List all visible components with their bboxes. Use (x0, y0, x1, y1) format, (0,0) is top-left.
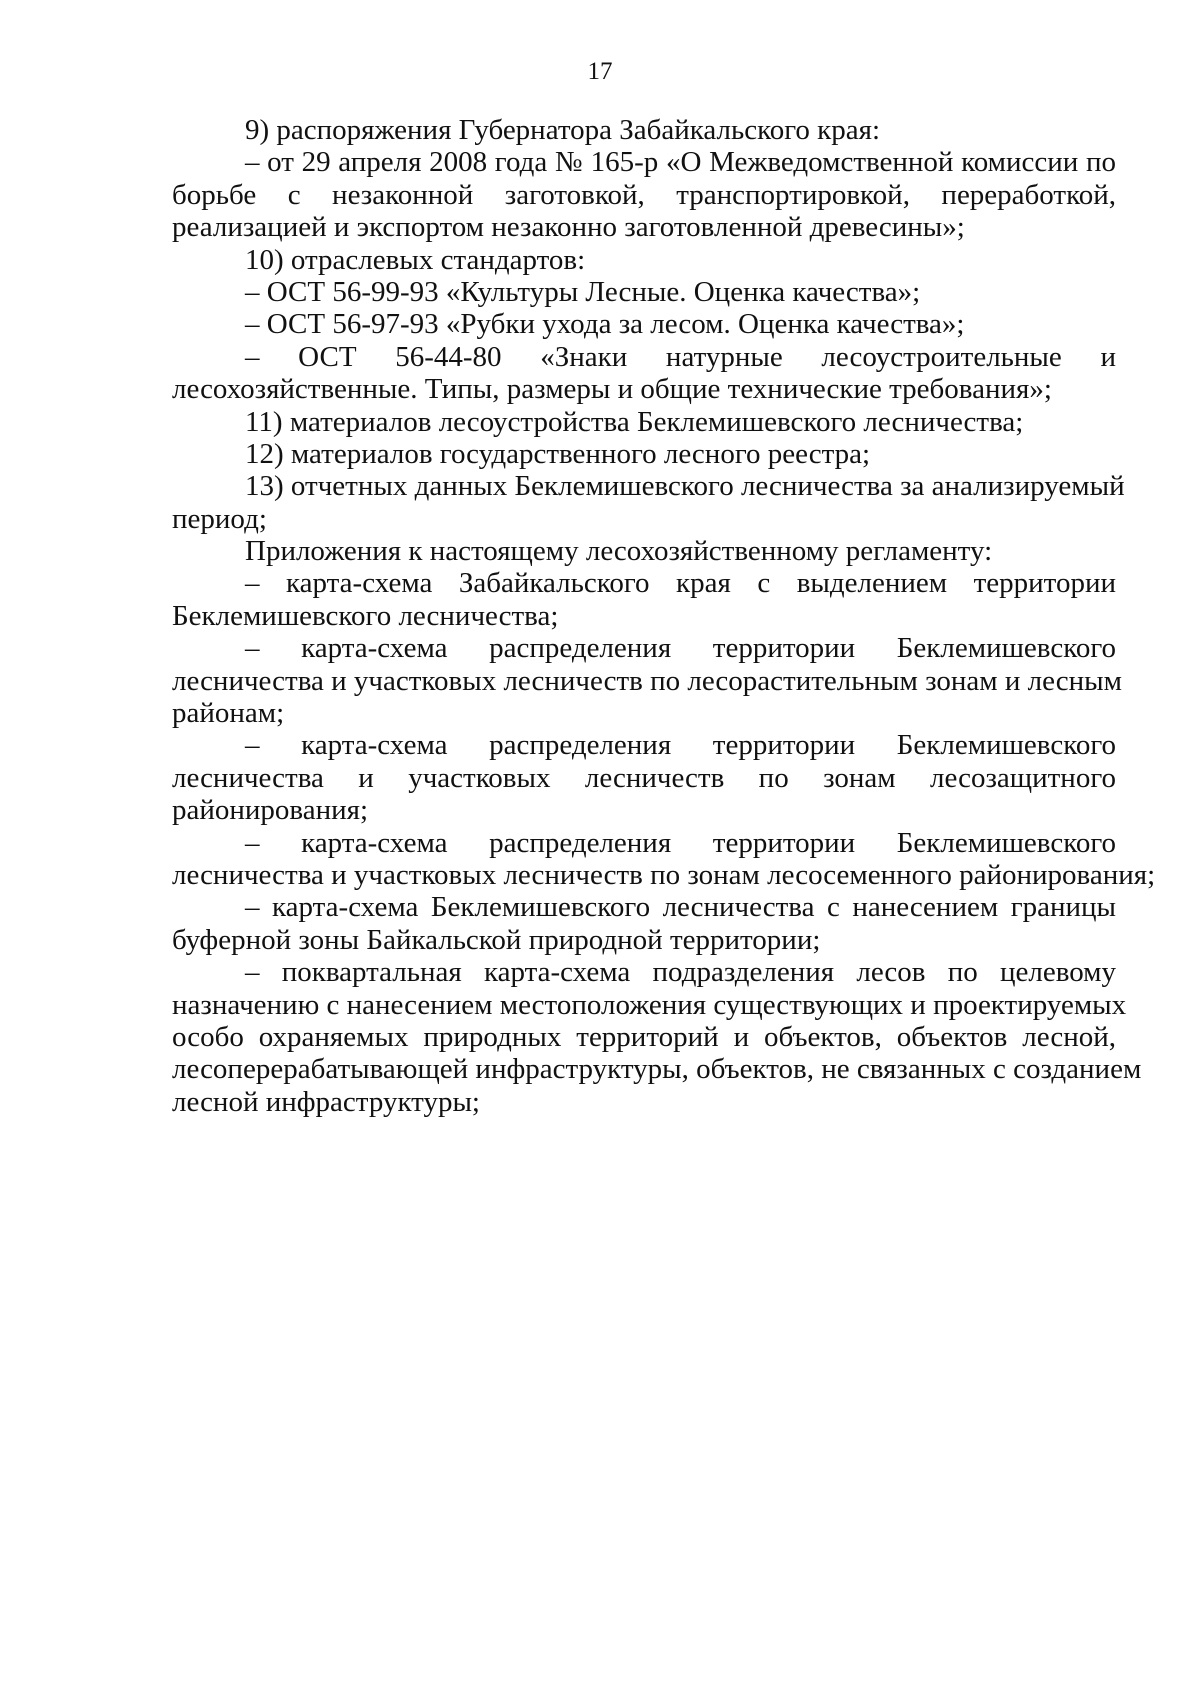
text-line: – от 29 апреля 2008 года № 165-р «О Межведомственной комиссии по (245, 146, 1116, 179)
text-line: 11) материалов лесоустройства Беклемишевского лесничества; (245, 405, 1024, 438)
text-line: – ОСТ 56-44-80 «Знаки натурные лесоустроительные и (245, 340, 1116, 373)
text-line: Приложения к настоящему лесохозяйственному регламенту: (245, 535, 993, 568)
text-line: 9) распоряжения Губернатора Забайкальского края: (245, 114, 881, 146)
text-line: лесничества и участковых лесничеств по зонам лесосеменного районирования; (172, 858, 1156, 891)
text-line: районам; (172, 697, 285, 730)
text-line: период; (172, 502, 267, 535)
text-line: особо охраняемых природных территорий и объектов, объектов лесной, (172, 1020, 1116, 1053)
text-line: Беклемишевского лесничества; (172, 599, 559, 632)
text-line: лесной инфраструктуры; (172, 1085, 480, 1118)
text-line: реализацией и экспортом незаконно заготовленной древесины»; (172, 211, 965, 244)
text-line: лесоперерабатывающей инфраструктуры, объектов, не связанных с созданием (172, 1053, 1142, 1086)
text-line: 13) отчетных данных Беклемишевского лесничества за анализируемый (245, 470, 1125, 503)
text-line: – карта-схема Беклемишевского лесничества с нанесением границы (245, 891, 1116, 924)
text-line: буферной зоны Байкальской природной территории; (172, 923, 821, 956)
text-line: борьбе с незаконной заготовкой, транспортировкой, переработкой, (172, 178, 1116, 211)
text-line: лесохозяйственные. Типы, размеры и общие технические требования»; (172, 373, 1052, 406)
text-line: районирования; (172, 794, 369, 827)
text-line: лесничества и участковых лесничеств по лесорастительным зонам и лесным (172, 664, 1122, 697)
text-line: 10) отраслевых стандартов: (245, 243, 586, 276)
text-line: – ОСТ 56-97-93 «Рубки ухода за лесом. Оценка качества»; (245, 308, 965, 341)
text-line: – ОСТ 56-99-93 «Культуры Лесные. Оценка качества»; (245, 275, 921, 308)
text-line: – карта-схема распределения территории Беклемишевского (245, 632, 1116, 665)
text-line: – поквартальная карта-схема подразделения лесов по целевому (245, 956, 1116, 989)
text-line: 12) материалов государственного лесного реестра; (245, 437, 871, 470)
text-line: назначению с нанесением местоположения существующих и проектируемых (172, 988, 1127, 1021)
text-line: – карта-схема распределения территории Беклемишевского (245, 729, 1116, 762)
text-line: – карта-схема Забайкальского края с выделением территории (245, 567, 1116, 600)
page-number: 17 (587, 58, 613, 85)
text-line: – карта-схема распределения территории Беклемишевского (245, 826, 1116, 859)
document-body (172, 114, 1156, 1118)
text-line: лесничества и участковых лесничеств по зонам лесозащитного (172, 761, 1116, 794)
